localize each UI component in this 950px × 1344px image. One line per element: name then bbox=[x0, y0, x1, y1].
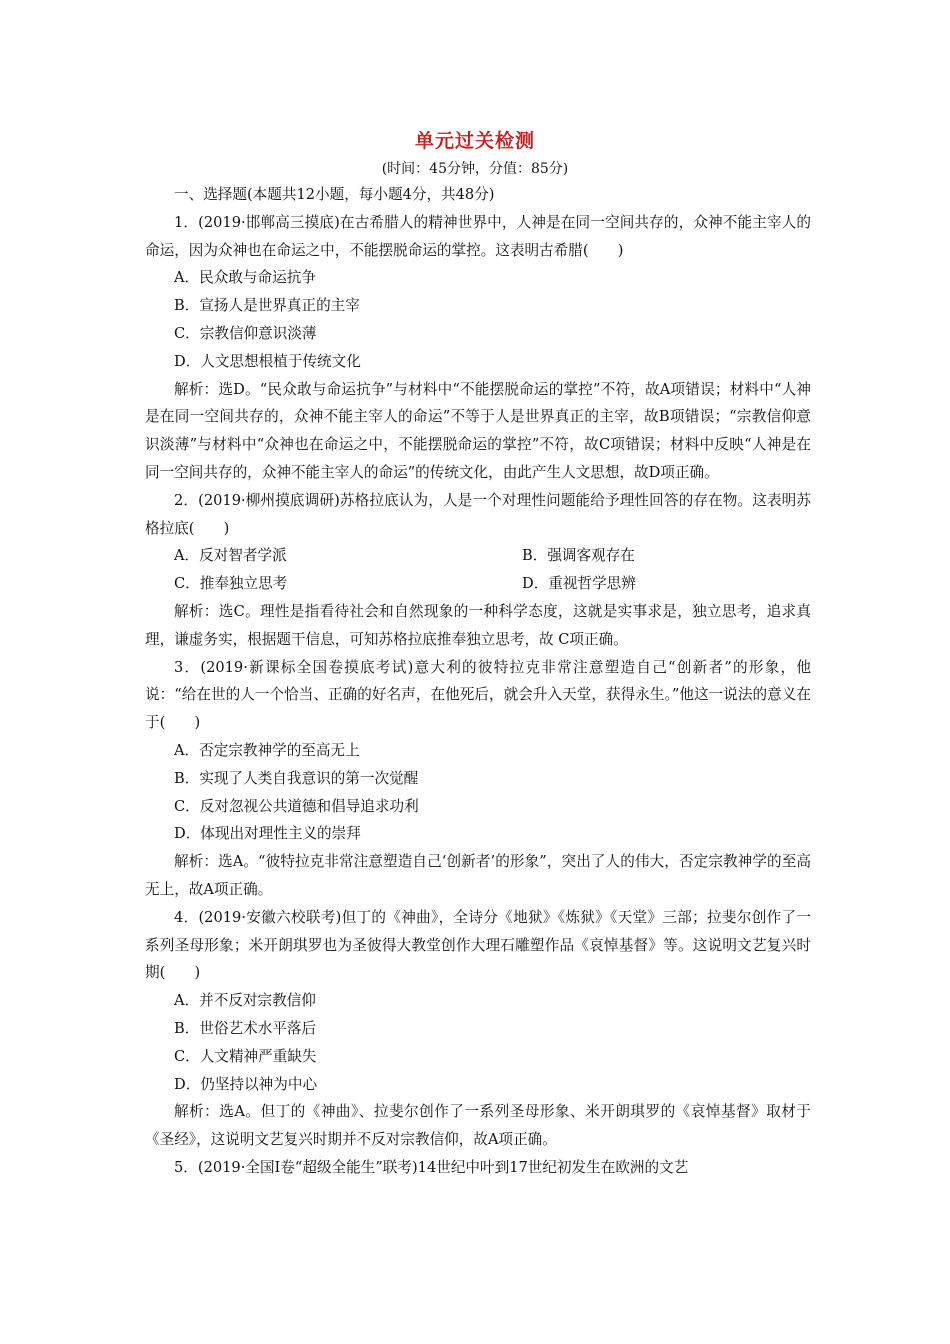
question-2-option-d: D．重视哲学思辨 bbox=[522, 575, 636, 593]
question-4-option-b: B．世俗艺术水平落后 bbox=[174, 1019, 317, 1037]
page-title: 单元过关检测 bbox=[414, 130, 535, 152]
question-1-option-a: A．民众敢与命运抗争 bbox=[174, 269, 316, 287]
question-4-analysis: 解析：选A。但丁的《神曲》、拉斐尔创作了一系列圣母形象、米开朗琪罗的《哀悼基督》取材于《圣经》，这说明文艺复兴时期并不反对宗教信仰，故A项正确。 bbox=[145, 1103, 811, 1149]
question-5-stem: 5．(2019·全国Ⅰ卷“超级全能生”联考)14世纪中叶到17世纪初发生在欧洲的文艺 bbox=[174, 1158, 689, 1176]
question-4-stem: 4．(2019·安徽六校联考)但丁的《神曲》，全诗分《地狱》《炼狱》《天堂》三部；拉斐尔创作了一系列圣母形象；米开朗琪罗也为圣彼得大教堂创作大理石雕塑作品《哀悼基督》等。这说明文艺复兴时期( ) bbox=[145, 908, 811, 982]
question-1-option-d: D．人文思想根植于传统文化 bbox=[174, 352, 361, 370]
question-2-option-c: C．推奉独立思考 bbox=[174, 575, 288, 593]
question-1-analysis: 解析：选D。“民众敢与命运抗争”与材料中“不能摆脱命运的掌控”不符，故A项错误；材料中“人神是在同一空间共存的，众神不能主宰人的命运”不等于人是世界真正的主宰，故B项错误；“宗教信仰意识淡薄”与材料中“众神也在命运之中，不能摆脱命运的掌控”不符，故C项错误；材料中反映“人神是在同一空间共存的，众神不能主宰人的命运”的传统文化，由此产生人文思想，故D项正确。 bbox=[145, 380, 811, 481]
question-3-analysis: 解析：选A。“彼特拉克非常注意塑造自己‘创新者’的形象”，突出了人的伟大，否定宗教神学的至高无上，故A项正确。 bbox=[145, 853, 811, 898]
question-4-option-d: D．仍坚持以神为中心 bbox=[174, 1075, 318, 1093]
exam-info: (时间：45分钟，分值：85分) bbox=[381, 161, 569, 177]
question-3-option-b: B．实现了人类自我意识的第一次觉醒 bbox=[174, 769, 419, 787]
question-1-option-b: B．宣扬人是世界真正的主宰 bbox=[174, 297, 360, 315]
question-2-options-row-1 bbox=[145, 542, 811, 570]
question-2-option-a: A．反对智者学派 bbox=[174, 547, 287, 565]
question-3-option-a: A．否定宗教神学的至高无上 bbox=[174, 741, 360, 759]
question-3-option-c: C．反对忽视公共道德和倡导追求功利 bbox=[174, 797, 419, 815]
question-2-options-row-2 bbox=[145, 570, 811, 598]
question-2-analysis: 解析：选C。理性是指看待社会和自然现象的一种科学态度，这就是实事求是，独立思考，追求真理，谦虚务实，根据题干信息，可知苏格拉底推奉独立思考，故 C项正确。 bbox=[145, 602, 811, 648]
document-body bbox=[145, 181, 811, 1182]
question-4-option-a: A．并不反对宗教信仰 bbox=[174, 992, 316, 1010]
question-2-option-b: B．强调客观存在 bbox=[522, 547, 635, 565]
question-1-stem: 1．(2019·邯郸高三摸底)在古希腊人的精神世界中，人神是在同一空间共存的，众神不能主宰人的命运，因为众神也在命运之中，不能摆脱命运的掌控。这表明古希腊( ) bbox=[145, 213, 811, 259]
section-heading: 一、选择题(本题共12小题，每小题4分，共48分) bbox=[174, 186, 495, 203]
question-3-stem: 3．(2019·新课标全国卷摸底考试)意大利的彼特拉克非常注意塑造自己“创新者”的形象，他说：“给在世的人一个恰当、正确的好名声，在他死后，就会升入天堂，获得永生。”他这一说法的意义在于( ) bbox=[145, 658, 811, 732]
question-3-option-d: D．体现出对理性主义的崇拜 bbox=[174, 825, 361, 843]
question-1-option-c: C．宗教信仰意识淡薄 bbox=[174, 324, 317, 342]
question-4-option-c: C．人文精神严重缺失 bbox=[174, 1047, 317, 1065]
question-2-stem: 2．(2019·柳州摸底调研)苏格拉底认为，人是一个对理性问题能给予理性回答的存在物。这表明苏格拉底( ) bbox=[145, 491, 811, 537]
